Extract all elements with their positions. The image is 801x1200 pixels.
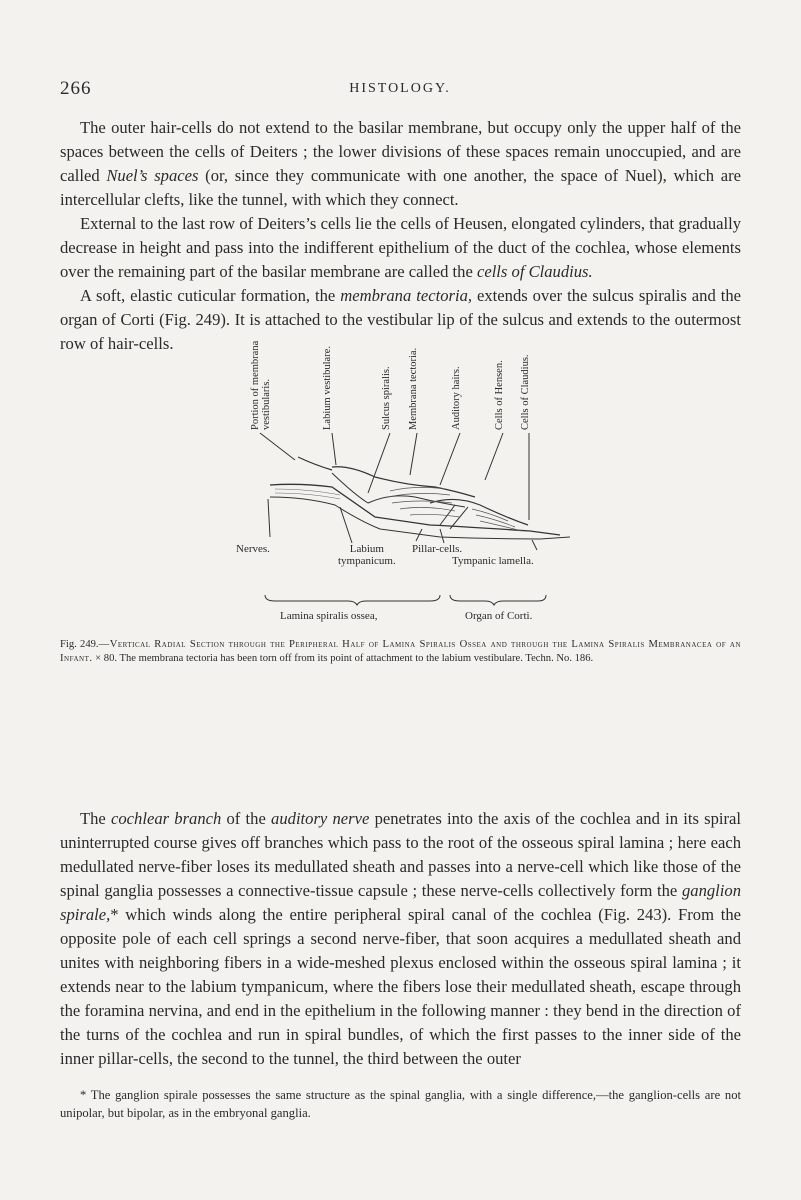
italic-term: cochlear branch: [111, 809, 222, 828]
figure-caption: [60, 638, 741, 666]
paragraph: [60, 212, 741, 284]
text-run: External to the last row of Deiters’s cells lie the cells of Heusen, elongated cylinders, that gradually decrease in height and pass into the indifferent epithelium of the duct of the cochlea, whose elements over the remaining part of the basilar membrane are called the: [60, 214, 741, 281]
body-text-bottom: [60, 807, 741, 1071]
page-number: 266: [60, 78, 92, 99]
text-run: * which winds along the entire peripheral spiral canal of the cochlea (Fig. 243). From the opposite pole of each cell springs a second nerve-fiber, that soon acquires a medullated sheath and unites with neighboring fibers in a wide-meshed plexus enclosed within the osseous spiral lamina ; it extends near to the labium tympanicum, where the fibers lose their medullated sheath, escape through the foramina nervina, and end in the epithelium in the following manner : they bend in the direction of the turns of the cochlea and run in spiral bundles, of which the first passes to the inner side of the inner pillar-cells, the second to the tunnel, the third between the outer: [60, 905, 741, 1068]
label-cells-of-claudius: Cells of Claudius.: [520, 354, 531, 430]
page-header: [60, 78, 740, 102]
caption-title: —Vertical Radial Section through the Peripheral Half of Lamina Spiralis Ossea and through the Lamina Spiralis Membranacea of an Infant.: [60, 639, 741, 664]
label-labium-tympanicum: Labium tympanicum.: [338, 543, 396, 567]
italic-term: ganglion spirale,: [60, 881, 741, 924]
label-portion-membrana-vestibularis: Portion of membrana vestibularis.: [250, 340, 272, 430]
label-organ-of-corti: Organ of Corti.: [465, 610, 533, 622]
label-auditory-hairs: Auditory hairs.: [451, 366, 462, 430]
italic-term: cells of Claudius.: [476, 262, 593, 281]
label-membrana-tectoria: Membrana tectoria.: [408, 347, 419, 430]
label-nerves: Nerves.: [236, 543, 270, 555]
text-run: The: [80, 809, 112, 828]
footnote: * The ganglion spirale possesses the same structure as the spinal ganglia, with a single difference,—the ganglion-cells are not unipolar, but bipolar, as in the embryonal ganglia.: [60, 1088, 741, 1120]
text-run: of the: [221, 809, 272, 828]
label-labium-vestibulare: Labium vestibulare.: [322, 346, 333, 430]
cochlea-section-drawing: [240, 425, 620, 625]
running-title: HISTOLOGY.: [349, 81, 451, 96]
italic-term: Nuel’s spaces: [106, 166, 199, 185]
text-run: (or, since they communicate with one another, the space of Nuel), which are intercellular clefts, like the tunnel, with which they connect.: [60, 166, 741, 209]
label-lamina-spiralis-ossea: Lamina spiralis ossea,: [280, 610, 378, 622]
text-run: penetrates into the axis of the cochlea and in its spiral uninterrupted course gives off branches which pass to the root of the osseous spiral lamina ; here each medullated nerve-fiber loses its medullated sheath and passes into a nerve-cell which like those of the spinal ganglia possesses a connective-tissue capsule ; these nerve-cells collectively form the: [60, 809, 741, 900]
caption-fig-label: Fig. 249.: [60, 639, 99, 650]
label-sulcus-spiralis: Sulcus spiralis.: [381, 366, 392, 430]
body-text-top: [60, 116, 741, 356]
label-tympanic-lamella: Tympanic lamella.: [452, 555, 534, 567]
italic-term: auditory nerve: [271, 809, 370, 828]
paragraph: [60, 116, 741, 212]
italic-term: membrana tectoria,: [340, 286, 473, 305]
label-cells-of-hensen: Cells of Hensen.: [494, 360, 505, 430]
paragraph: [60, 807, 741, 1071]
text-run: A soft, elastic cuticular formation, the: [80, 286, 341, 305]
caption-rest: × 80. The membrana tectoria has been torn off from its point of attachment to the labium vestibulare. Techn. No. 186.: [92, 653, 594, 664]
figure-249: [236, 325, 620, 622]
text-run: extends over the sulcus spiralis and the organ of Corti (Fig. 249). It is attached to the vestibular lip of the sulcus and extends to the outermost row of hair-cells.: [60, 286, 742, 353]
label-pillar-cells: Pillar-cells.: [412, 543, 463, 555]
text-run: The outer hair-cells do not extend to the basilar membrane, but occupy only the upper half of the spaces between the cells of Deiters ; the lower divisions of these spaces remain unoccupied, and are called: [60, 118, 741, 185]
